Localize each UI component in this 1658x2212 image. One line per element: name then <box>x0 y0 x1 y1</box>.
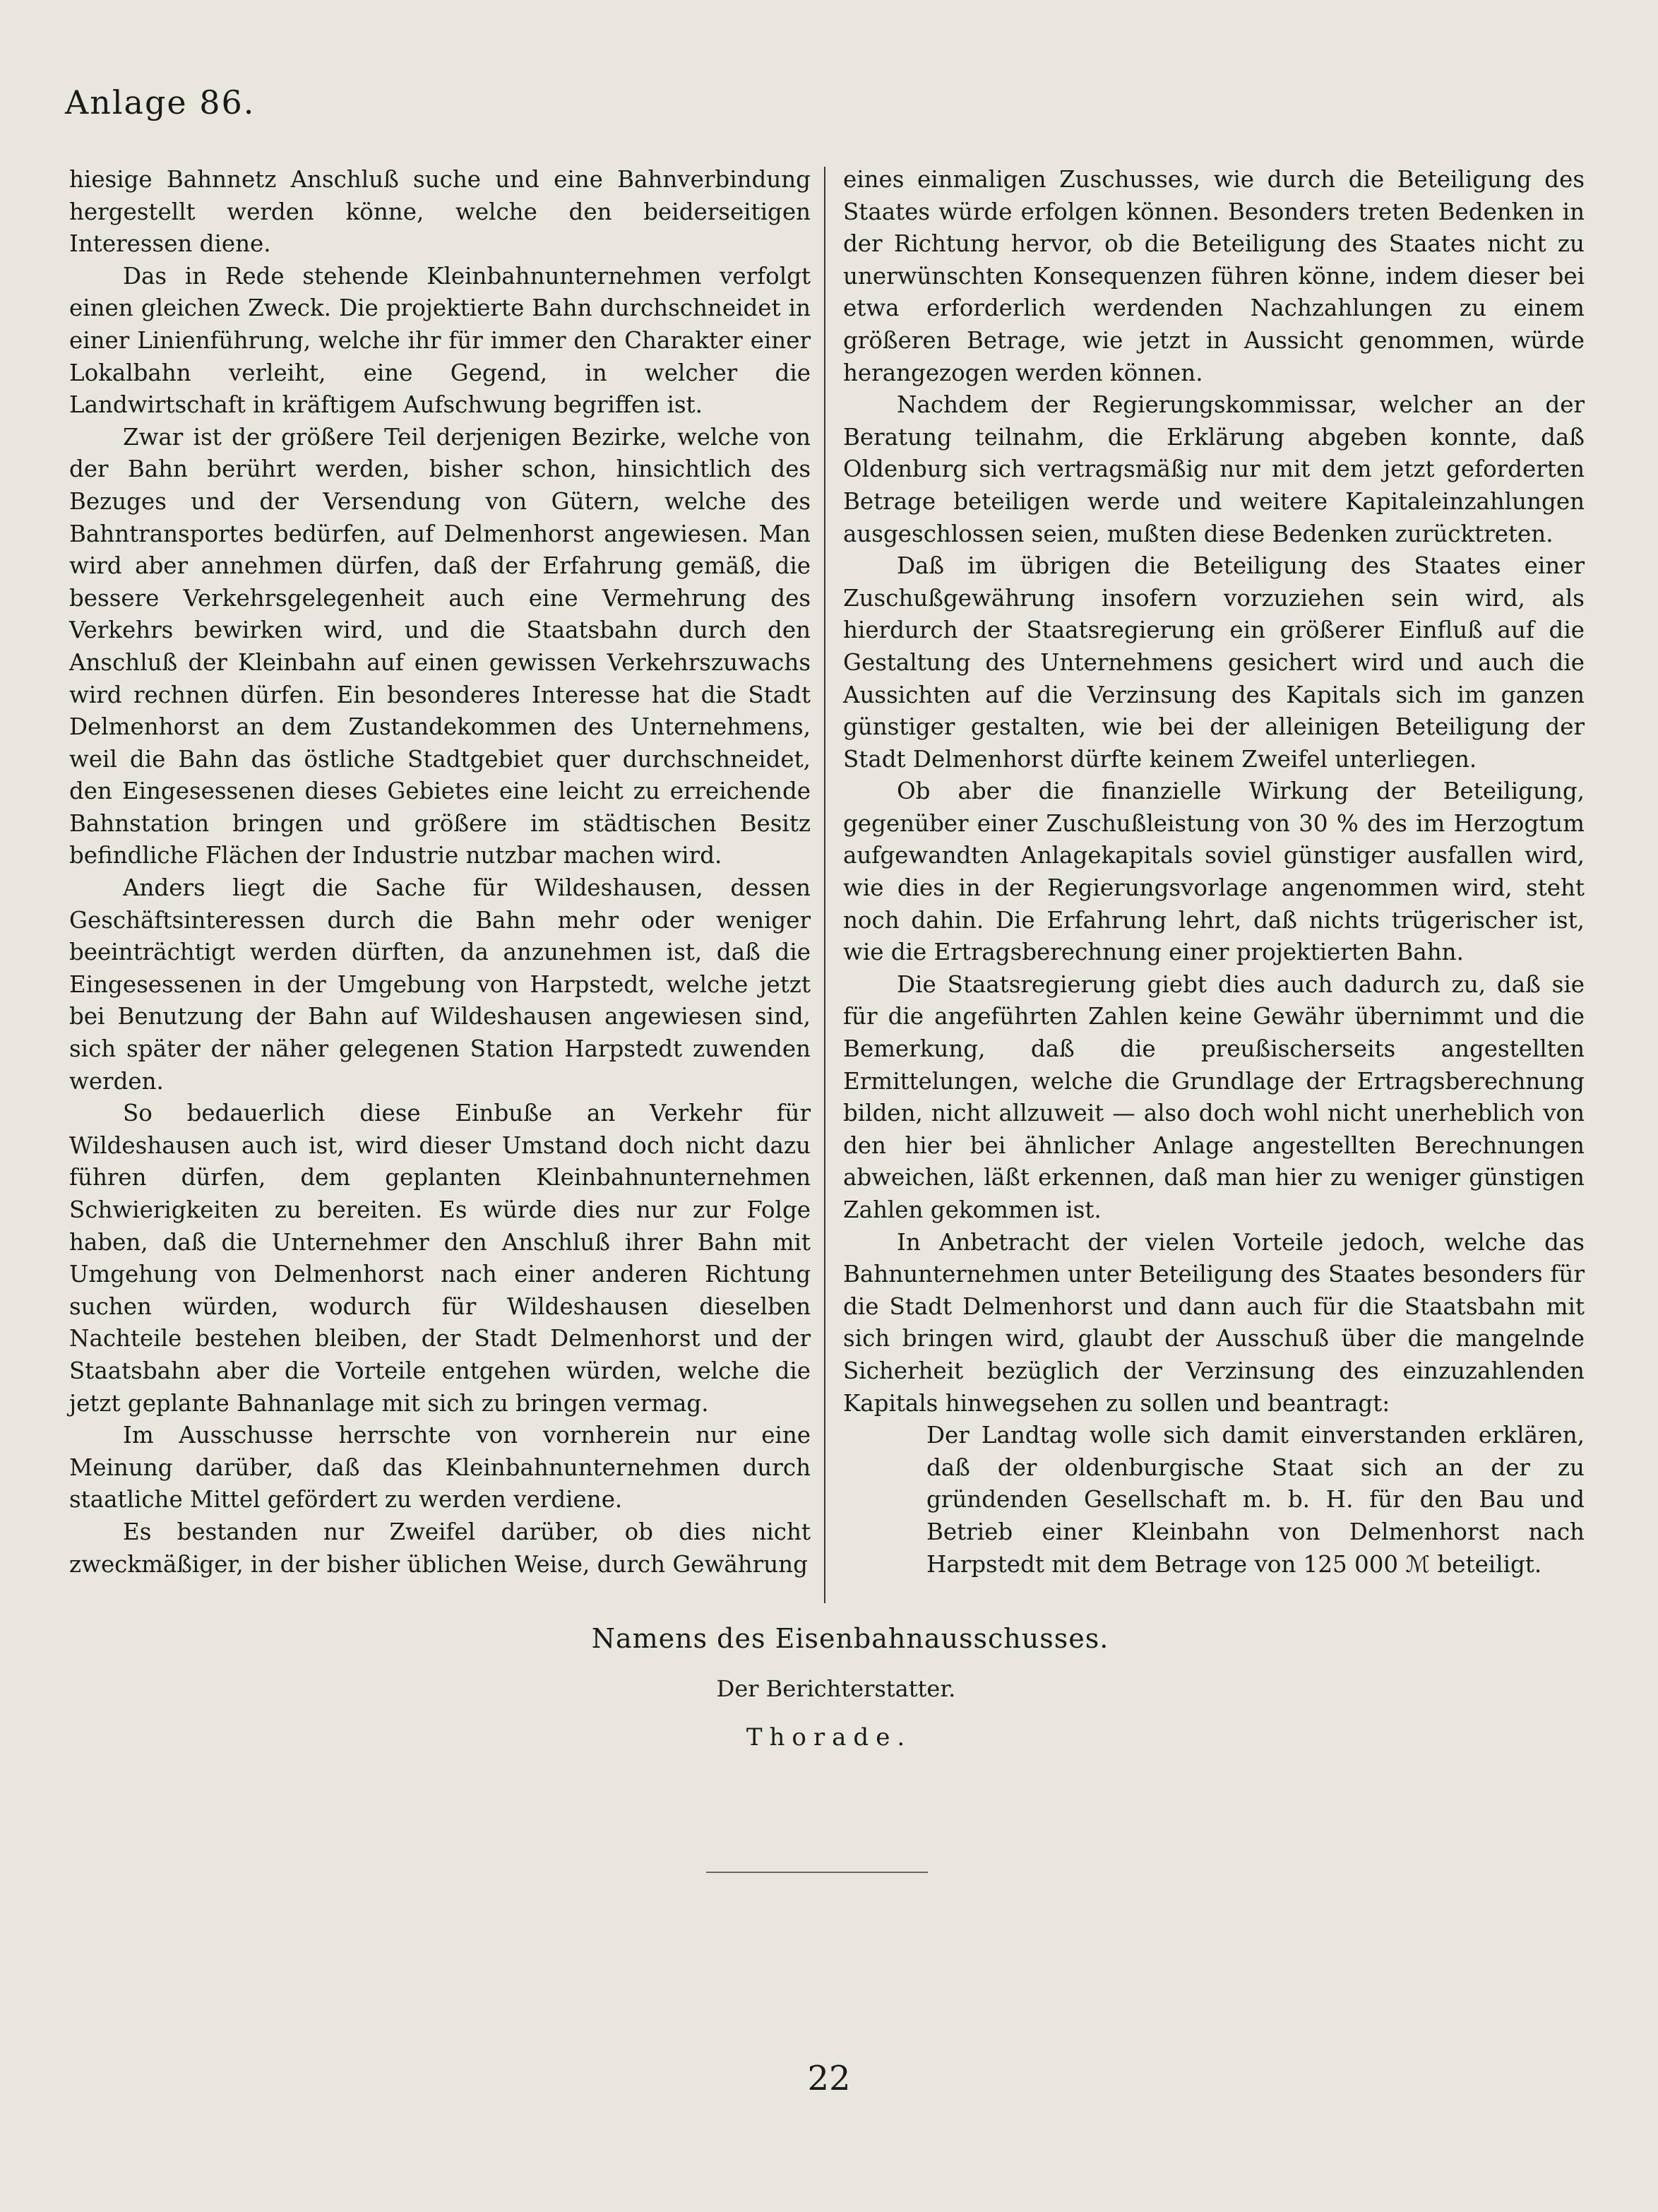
paragraph: Das in Rede stehende Kleinbahnunternehmen verfolgt einen gleichen Zweck. Die projektierte Bahn durchschneidet in einer Linienführung, welche ihr für immer den Charakter einer Lokalbahn verleiht, eine Gegend, in welcher die Landwirtschaft in kräftigem Aufschwung begriffen ist. <box>69 262 811 419</box>
paragraph: Die Staatsregierung giebt dies auch dadurch zu, daß sie für die angeführten Zahlen keine Gewähr übernimmt und die Bemerkung, daß die preußischerseits angestellten Ermittelungen, welche die Grundlage der Ertragsberechnung bilden, nicht allzuweit — also doch wohl nicht unerheblich von den hier bei ähnlicher Anlage angestellten Berechnungen abweichen, läßt erkennen, daß man hier zu weniger günstigen Zahlen gekommen ist. <box>843 970 1585 1223</box>
paragraph: Zwar ist der größere Teil derjenigen Bezirke, welche von der Bahn berührt werden, bisher schon, hinsichtlich des Bezuges und der Versendung von Gütern, welche des Bahntransportes bedürfen, auf Delmenhorst angewiesen. Man wird aber annehmen dürfen, daß der Erfahrung gemäß, die bessere Verkehrsgelegenheit auch eine Vermehrung des Verkehrs bewirken wird, und die Staatsbahn durch den Anschluß der Kleinbahn auf einen gewissen Verkehrszuwachs wird rechnen dürfen. Ein besonderes Interesse hat die Stadt Delmenhorst an dem Zustandekommen des Unternehmens, weil die Bahn das östliche Stadtgebiet quer durchschneidet, den Eingesessenen dieses Gebietes eine leicht zu erreichende Bahnstation bringen und größere im städtischen Besitz befindliche Flächen der Industrie nutzbar machen wird. <box>69 423 811 869</box>
paragraph: Ob aber die finanzielle Wirkung der Beteiligung, gegenüber einer Zuschußleistung von 30 % des im Herzogtum aufgewandten Anlagekapitals soviel günstiger ausfallen wird, wie dies in der Regierungsvorlage angenommen wird, steht noch dahin. Die Erfahrung lehrt, daß nichts trügerischer ist, wie die Ertragsberechnung einer projektierten Bahn. <box>843 778 1585 966</box>
paragraph: eines einmaligen Zuschusses, wie durch die Beteiligung des Staates würde erfolgen können. Besonders treten Bedenken in der Richtung hervor, ob die Beteiligung des Staates nicht zu unerwünschten Konsequenzen führen könne, indem dieser bei etwa erforderlich werdenden Nachzahlungen zu einem größeren Betrage, wie jetzt in Aussicht genommen, würde herangezogen werden können. <box>843 166 1585 386</box>
paragraph: Es bestanden nur Zweifel darüber, ob dies nicht zweckmäßiger, in der bisher üblichen Weise, durch Gewährung <box>69 1518 811 1578</box>
committee-signature: Namens des Eisenbahnausschusses. <box>591 1623 1109 1654</box>
paragraph: Anders liegt die Sache für Wildeshausen, dessen Geschäftsinteressen durch die Bahn mehr oder weniger beeinträchtigt werden dürften, da anzunehmen ist, daß die Eingesessenen in der Umgebung von Harpstedt, welche jetzt bei Benutzung der Bahn auf Wildeshausen angewiesen sind, sich später der näher gelegenen Station Harpstedt zuwenden werden. <box>69 874 811 1095</box>
motion-text: Der Landtag wolle sich damit einverstanden erklären, daß der oldenburgische Staat sich an der zu gründenden Gesellschaft m. b. H. für den Bau und Betrieb einer Kleinbahn von Delmenhorst nach Harpstedt mit dem Betrage von 125 000 ℳ beteiligt. <box>926 1422 1585 1578</box>
paragraph: Nachdem der Regierungskommissar, welcher an der Beratung teilnahm, die Erklärung abgeben konnte, daß Oldenburg sich vertragsmäßig nur mit dem jetzt geforderten Betrage beteiligen werde und weitere Kapitaleinzahlungen ausgeschlossen seien, mußten diese Bedenken zurücktreten. <box>843 391 1585 547</box>
reporter-name: Thorade. <box>746 1723 912 1752</box>
paragraph: hiesige Bahnnetz Anschluß suche und eine Bahnverbindung hergestellt werden könne, welche den beiderseitigen Interessen diene. <box>69 166 811 258</box>
paragraph: Daß im übrigen die Beteiligung des Staates einer Zuschußgewährung insofern vorzuziehen sein wird, als hierdurch der Staatsregierung ein größerer Einfluß auf die Gestaltung des Unternehmens gesichert wird und auch die Aussichten auf die Verzinsung des Kapitals sich im ganzen günstiger gestalten, wie bei der alleinigen Beteiligung der Stadt Delmenhorst dürfte keinem Zweifel unterliegen. <box>843 552 1585 773</box>
left-column <box>69 164 811 1581</box>
column-divider <box>824 167 825 1603</box>
reporter-role: Der Berichterstatter. <box>716 1675 956 1702</box>
paragraph: So bedauerlich diese Einbuße an Verkehr für Wildeshausen auch ist, wird dieser Umstand doch nicht dazu führen dürfen, dem geplanten Kleinbahnunternehmen Schwierigkeiten zu bereiten. Es würde dies nur zur Folge haben, daß die Unternehmer den Anschluß ihrer Bahn mit Umgehung von Delmenhorst nach einer anderen Richtung suchen würden, wodurch für Wildeshausen dieselben Nachteile bestehen bleiben, der Stadt Delmenhorst und der Staatsbahn aber die Vorteile entgehen würden, welche die jetzt geplante Bahnanlage mit sich zu bringen vermag. <box>69 1100 811 1417</box>
paragraph: Im Ausschusse herrschte von vornherein nur eine Meinung darüber, daß das Kleinbahnunternehmen durch staatliche Mittel gefördert zu werden verdiene. <box>69 1422 811 1514</box>
paragraph: In Anbetracht der vielen Vorteile jedoch, welche das Bahnunternehmen unter Beteiligung des Staates besonders für die Stadt Delmenhorst und dann auch für die Staatsbahn mit sich bringen wird, glaubt der Ausschuß über die mangelnde Sicherheit bezüglich der Verzinsung des einzuzahlenden Kapitals hinwegsehen zu sollen und beantragt: <box>843 1228 1585 1417</box>
page-header-title: Anlage 86. <box>65 83 256 121</box>
page-number: 22 <box>807 2059 851 2098</box>
separator-rule <box>706 1872 928 1873</box>
right-column <box>843 164 1585 1581</box>
